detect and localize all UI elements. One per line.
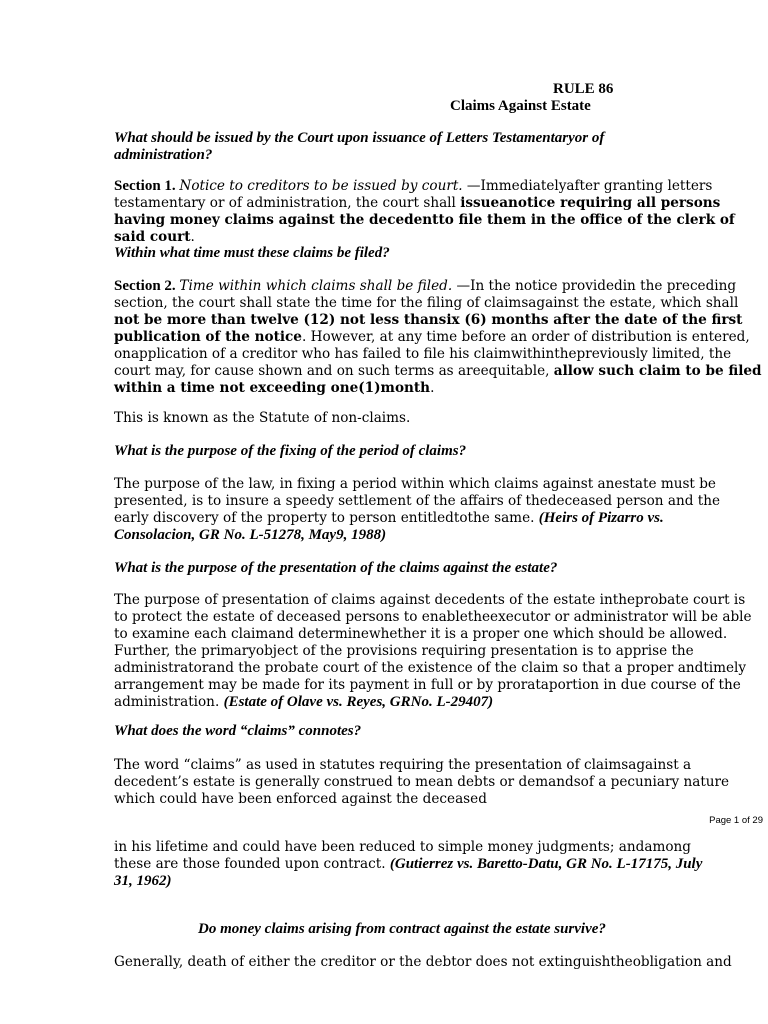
section-1-paragraph — [114, 178, 768, 246]
paragraph-purpose-period — [114, 476, 729, 544]
section-2-paragraph — [114, 278, 764, 397]
section-2-text-1: —In the notice providedin the preceding section, the court shall state the time for the filing of claimsagainst the estate, which shall — [114, 278, 739, 311]
question-1: What should be issued by the Court upon issuance of Letters Testamentaryor of administration? — [114, 130, 605, 163]
paragraph-purpose-period-text: The purpose of the law, in fixing a period within which claims against anestate must be presented, is to insure a speedy settlement of the affairs of thedeceased person and the early discovery of the property to person entitledtothe same. — [114, 476, 720, 526]
paragraph-survival: Generally, death of either the creditor or the debtor does not extinguishtheobligation and — [114, 954, 732, 970]
citation-pizarro: (Heirs of Pizarro vs. Consolacion, GR No. L-51278, May9, 1988) — [114, 510, 664, 543]
question-3: What is the purpose of the fixing of the period of claims? — [114, 443, 467, 459]
paragraph-continuation-text: in his lifetime and could have been reduced to simple money judgments; andamong these are those founded upon contract. — [114, 839, 691, 872]
paragraph-claims-meaning: The word “claims” as used in statutes requiring the presentation of claimsagainst a decedent’s estate is generally construed to mean debts or demandsof a pecuniary nature which could have been enforced against the deceased — [114, 757, 730, 807]
paragraph-continuation — [114, 839, 724, 890]
section-1-heading: Notice to creditors to be issued by court. — [179, 178, 463, 194]
question-5: What does the word “claims” connotes? — [114, 723, 362, 739]
rule-number: RULE 86 — [553, 81, 614, 97]
page-title: Claims Against Estate — [450, 98, 591, 114]
question-6: Do money claims arising from contract against the estate survive? — [198, 921, 606, 937]
section-1-text: —Immediatelyafter granting letters testamentary or of administration, the court shall — [114, 178, 713, 211]
section-2-label: Section 2. — [114, 278, 176, 294]
paragraph-purpose-presentation-text: The purpose of presentation of claims against decedents of the estate intheprobate court is to protect the estate of deceased persons to enabletheexecutor or administrator will be able to examine each claimand determinewhether it is a proper one which should be allowed. Further, the primaryobject of the provisions requiring presentation is to apprise the administratorand the probate court of the existence of the claim so that a proper andtimely arrangement may be made for its payment in full or by prorataportion in due course of the administration. — [114, 592, 752, 710]
section-2-text-2: . However, at any time before an order of distribution is entered, onapplication of a creditor who has failed to file his claimwithinthepreviously limited, the court may, for cause shown and on such terms as areequitable, — [114, 329, 750, 379]
section-1-emphasis: issueanotice requiring all persons having money claims against the decedentto file them in the office of the clerk of said court — [114, 195, 735, 245]
section-1-label: Section 1. — [114, 178, 176, 194]
section-2-heading: Time within which claims shall be filed. — [179, 278, 453, 294]
question-4: What is the purpose of the presentation of the claims against the estate? — [114, 560, 558, 576]
section-2-end: . — [430, 380, 435, 396]
statute-note: This is known as the Statute of non-claims. — [114, 410, 411, 426]
question-2: Within what time must these claims be filed? — [114, 245, 390, 261]
citation-olave: (Estate of Olave vs. Reyes, GRNo. L-29407) — [223, 694, 494, 710]
section-2-emphasis-2: allow such claim to be filed within a time not exceeding one(1)month — [114, 363, 762, 396]
page-number: Page 1 of 29 — [709, 815, 763, 826]
citation-gutierrez: (Gutierrez vs. Baretto-Datu, GR No. L-17175, July 31, 1962) — [114, 856, 703, 889]
paragraph-purpose-presentation — [114, 592, 754, 711]
section-2-emphasis-1: not be more than twelve (12) not less thansix (6) months after the date of the first publication of the notice — [114, 312, 743, 345]
section-1-end: . — [190, 229, 195, 245]
